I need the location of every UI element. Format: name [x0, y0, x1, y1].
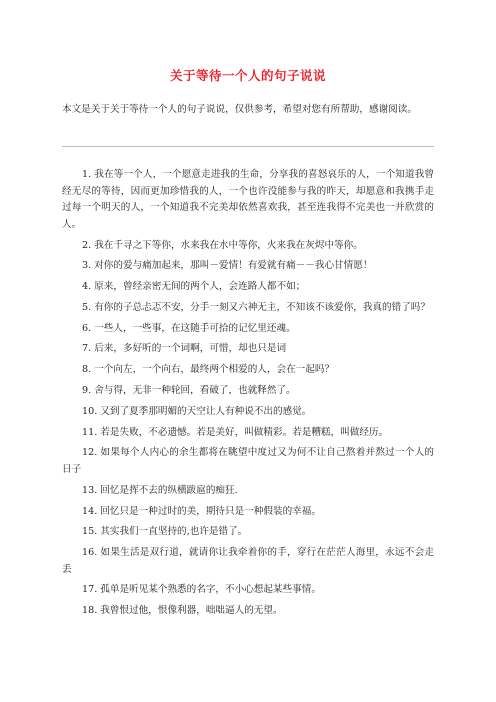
list-item: 4. 原来，曾经亲密无间的两个人，会连路人都不如；: [82, 281, 306, 293]
list-item: 14. 回忆只是一种过时的美，期待只是一种假装的幸福。: [82, 505, 321, 517]
list-item: 15. 其实我们一直坚持的,也许是错了。: [82, 526, 248, 538]
list-item: 13. 回忆是挥不去的纵横跋扈的痴狂.: [82, 484, 238, 496]
list-item: 7. 后来，多好听的一个词啊，可惜，却也只是词: [82, 343, 287, 355]
quote-list: [62, 167, 434, 624]
list-item: 2. 我在千寻之下等你，水来我在水中等你，火来我在灰烬中等你。: [82, 239, 363, 251]
list-item: 3. 对你的爱与痛加起来，那叫－爱情！有爱就有痛－－我心甘情愿！: [82, 260, 373, 272]
list-item: 6. 一些人，一些事，在这随手可拾的记忆里还魂。: [82, 322, 296, 334]
list-item: 1. 我在等一个人，一个愿意走进我的生命，分享我的喜怒哀乐的人，一个知道我曾经无尽的等待，因而更加珍惜我的人，一个也许没能参与我的昨天，却愿意和我携手走过每一个明天的人，一个知道我不完美却依然喜欢我，甚至连我得不完美也一并欣赏的人。: [62, 169, 434, 230]
list-item: 18. 我曾恨过他，恨像利器，咄咄逼人的无望。: [82, 605, 283, 617]
list-item: 16. 如果生活是双行道，就请你让我牵着你的手，穿行在茫茫人海里，永远不会走丢: [62, 547, 434, 575]
list-item: 17. 孤单是听见某个熟悉的名字，不小心想起某些事情。: [82, 584, 321, 596]
list-item: 10. 又到了夏季那明媚的天空让人有种说不出的感觉。: [82, 405, 312, 417]
list-item: 9. 舍与得，无非一种轮回，看破了，也就释然了。: [82, 385, 296, 397]
list-item: 11. 若是失败，不必遗憾。若是美好，叫做精彩。若是糟糕，叫做经历。: [82, 426, 389, 438]
list-item: 8. 一个向左，一个向右，最终两个相爱的人，会在一起吗？: [82, 364, 335, 376]
list-item: 5. 有你的子总忐忑不安，分手一刻又六神无主，不知该不该爱你，我真的错了吗？: [82, 301, 430, 313]
divider: [62, 146, 434, 147]
intro-paragraph: 本文是关于关于等待一个人的句子说说，仅供参考，希望对您有所帮助，感谢阅读。: [62, 104, 417, 115]
list-item: 12. 如果每个人内心的余生都将在眺望中度过又为何不让自己熬着并熬过一个人的日子: [62, 447, 434, 475]
document-title: 关于等待一个人的句子说说: [169, 68, 326, 83]
